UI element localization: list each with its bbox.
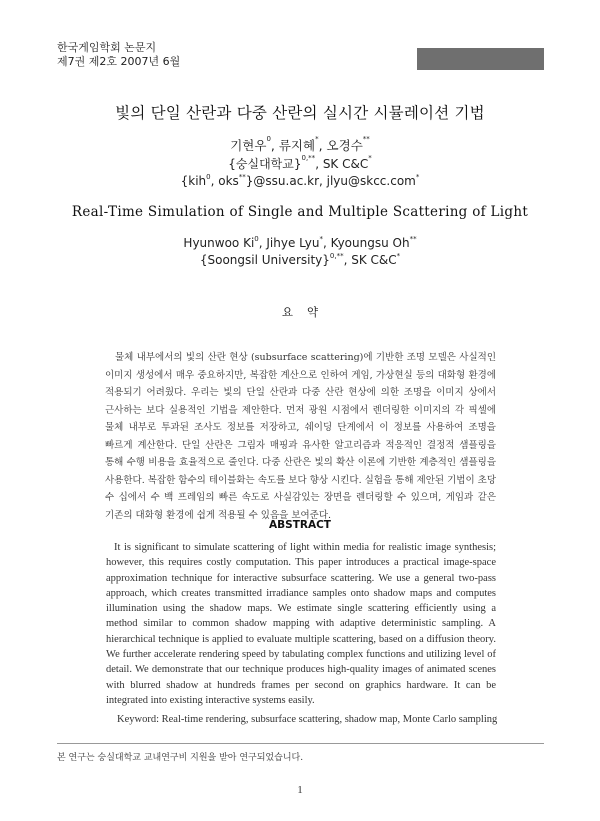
abstract-heading-korean: 요약: [281, 305, 333, 319]
author-sep: ,: [318, 138, 327, 153]
affiliation-korean: [0, 155, 600, 172]
affiliation-english: [0, 253, 600, 267]
email-part: {kih: [180, 174, 207, 188]
author-name: Hyunwoo Ki: [183, 236, 255, 250]
affiliation-sup: 0,**: [329, 252, 344, 260]
email-sup: **: [238, 173, 246, 181]
authors-english: [0, 236, 600, 250]
abstract-english: It is significant to simulate scattering of light within media for realistic image synthesis; however, this requires costly computation. This paper introduces a practical image-space approximation technique for interactive subsurface scattering. We use a general two-pass approach, which creates transmitted irradiance samples onto shadow maps and computes illumination using the shadow maps. We estimate single scattering efficiently using a method similar to common shadow mapping with adaptive deterministic sampling. A hierarchical technique is applied to evaluate multiple scattering, based on a diffusion theory. We further accelerate rendering speed by tabulating complex functions and utilizing level of detail. We demonstrate that our technique produces high-quality images of animated scenes with blurred shadow at hundreds frames per second on graphics hardware. It can be integrated into existing interactive systems easily.: [106, 542, 496, 706]
journal-header: [57, 41, 180, 69]
affiliation-rest: , SK C&C: [343, 253, 397, 267]
email-sup: *: [415, 173, 420, 181]
journal-name: 한국게임학회 논문지: [57, 41, 157, 54]
title-english: Real-Time Simulation of Single and Multiple Scattering of Light: [71, 204, 529, 220]
author-name: , Jihye Lyu: [258, 236, 320, 250]
author-sup: **: [409, 235, 417, 243]
author-name: 기현우: [230, 138, 267, 153]
author-sup: 0: [266, 135, 271, 143]
affiliation-sup: *: [368, 154, 372, 162]
email-sup: 0: [206, 173, 211, 181]
author-sep: ,: [270, 138, 279, 153]
affiliation-sup: 0,**: [301, 154, 316, 162]
authors-korean: [0, 136, 600, 154]
affiliation-rest: , SK C&C: [315, 157, 369, 171]
header-bar: [417, 48, 544, 70]
emails: [0, 174, 600, 188]
title-korean: 빛의 단일 산란과 다중 산란의 실시간 시뮬레이션 기법: [115, 104, 485, 122]
author-sup: *: [315, 135, 319, 143]
author-name: , Kyoungsu Oh: [322, 236, 410, 250]
author-sup: *: [319, 235, 323, 243]
author-sup: 0: [254, 235, 259, 243]
footnote-divider: [57, 743, 544, 744]
author-sup: **: [362, 135, 370, 143]
footnote: 본 연구는 숭실대학교 교내연구비 지원을 받아 연구되었습니다.: [57, 753, 304, 763]
affiliation-main: {Soongsil University}: [199, 253, 330, 267]
abstract-korean: 물체 내부에서의 빛의 산란 현상 (subsurface scattering)에 기반한 조명 모델은 사실적인 이미지 생성에서 매우 중요하지만, 복잡한 계산으로 인하여 게임, 가상현실 등의 대화형 환경에 적용되기 어려웠다. 우리는 빛의 단일 산란과 다중 산란 현상에 의한 조명을 이미지 상에서 근사하는 보다 실용적인 기법을 제안한다. 먼저 광원 시점에서 렌더링한 이미지의 각 픽셀에 물체 내부로 투과된 조사도 정보를 저장하고, 쉐이딩 단계에서 이 정보를 사용하여 조명을 빠르게 계산한다. 단일 산란은 그림자 매핑과 유사한 알고리즘과 적응적인 결정적 샘플링을 통해 수행 비용을 효율적으로 줄인다. 다중 산란은 빛의 확산 이론에 기반한 계층적인 샘플링을 사용한다. 복잡한 함수의 테이블화는 속도를 보다 향상 시킨다. 실험을 통해 제안된 기법이 초당 수 십에서 수 백 프레임의 빠른 속도로 사실감있는 장면을 렌더링할 수 있으며, 게임과 같은 기존의 대화형 환경에 쉽게 적용될 수 있음을 보여준다.: [105, 352, 497, 521]
journal-issue: 제7권 제2호 2007년 6월: [57, 55, 181, 68]
email-part: , oks: [210, 174, 239, 188]
page-number: 1: [297, 784, 303, 796]
author-name: 류지혜: [278, 138, 316, 153]
keywords: Keyword: Real-time rendering, subsurface scattering, shadow map, Monte Carlo sampling: [117, 714, 498, 725]
affiliation-sup: *: [396, 252, 401, 260]
abstract-heading-english: ABSTRACT: [269, 519, 331, 531]
affiliation-main: {숭실대학교}: [228, 157, 302, 171]
email-part: }@ssu.ac.kr, jlyu@skcc.com: [245, 174, 416, 188]
author-name: 오경수: [326, 138, 363, 153]
